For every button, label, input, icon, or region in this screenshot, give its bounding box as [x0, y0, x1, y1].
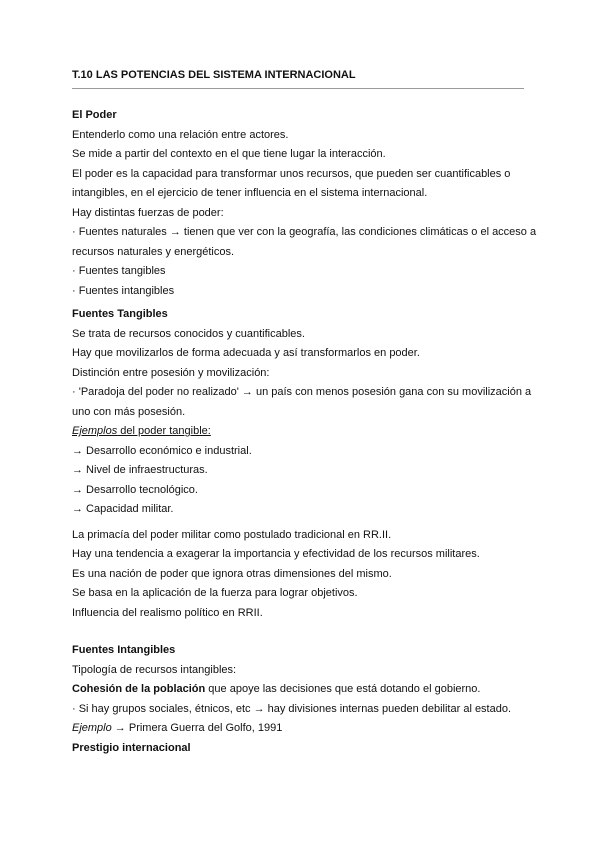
paragraph-line: La primacía del poder militar como postulado tradicional en RR.II. — [72, 528, 392, 541]
examples-intro — [72, 422, 542, 442]
prestige-heading: Prestigio internacional — [72, 741, 191, 754]
list-item-continuation: recursos naturales y energéticos. — [72, 245, 235, 258]
section-heading-intangibles: Fuentes Intangibles — [72, 644, 176, 656]
examples-label: Ejemplos — [72, 425, 118, 437]
list-item: · Fuentes tangibles — [72, 265, 166, 277]
paragraph-line: El poder es la capacidad para transformar unos recursos, que pueden ser cuantificables o — [72, 167, 511, 180]
paragraph-line: intangibles, en el ejercicio de tener influencia en el sistema internacional. — [72, 187, 428, 199]
paragraph-line: Distinción entre posesión y movilización: — [72, 366, 270, 379]
cohesion-term: Cohesión de la población — [72, 683, 206, 695]
list-item: · Fuentes intangibles — [72, 284, 175, 297]
paragraph-line: Entenderlo como una relación entre actores. — [72, 128, 289, 141]
example-text: → Primera Guerra del Golfo, 1991 — [111, 722, 283, 734]
example-item: → Desarrollo tecnológico. — [72, 483, 198, 496]
list-item-continuation: uno con más posesión. — [72, 405, 186, 418]
document-title: T.10 LAS POTENCIAS DEL SISTEMA INTERNACIONAL — [72, 69, 356, 81]
paragraph-line: Influencia del realismo político en RRII. — [72, 606, 263, 619]
list-item: · Si hay grupos sociales, étnicos, etc → hay divisiones internas pueden debilitar al estado. — [72, 702, 512, 715]
cohesion-line — [72, 680, 542, 700]
list-item: · 'Paradoja del poder no realizado' → un país con menos posesión gana con su movilización a — [72, 386, 532, 398]
title-divider — [72, 88, 524, 89]
list-item: · Fuentes naturales → tienen que ver con la geografía, las condiciones climáticas o el acceso a — [72, 226, 537, 238]
section-heading-poder: El Poder — [72, 109, 117, 121]
example-line — [72, 719, 542, 739]
example-label: Ejemplo — [72, 722, 112, 734]
paragraph-line: Se mide a partir del contexto en el que tiene lugar la interacción. — [72, 148, 386, 160]
example-item: → Nivel de infraestructuras. — [72, 464, 208, 476]
section-heading-tangibles: Fuentes Tangibles — [72, 308, 168, 320]
paragraph-line: Hay una tendencia a exagerar la importancia y efectividad de los recursos militares. — [72, 548, 480, 560]
document-page — [72, 68, 542, 758]
examples-label-rest: del poder tangible: — [117, 425, 211, 437]
paragraph-line: Es una nación de poder que ignora otras dimensiones del mismo. — [72, 567, 392, 580]
paragraph-line: Hay que movilizarlos de forma adecuada y así transformarlos en poder. — [72, 347, 420, 359]
example-item: → Capacidad militar. — [72, 503, 174, 515]
paragraph-line: Tipología de recursos intangibles: — [72, 663, 237, 676]
example-item: → Desarrollo económico e industrial. — [72, 444, 252, 457]
paragraph-line: Se basa en la aplicación de la fuerza para lograr objetivos. — [72, 587, 358, 599]
paragraph-line: Hay distintas fuerzas de poder: — [72, 206, 224, 219]
paragraph-line: Se trata de recursos conocidos y cuantificables. — [72, 327, 305, 340]
cohesion-description: que apoye las decisiones que está dotando el gobierno. — [205, 683, 481, 695]
